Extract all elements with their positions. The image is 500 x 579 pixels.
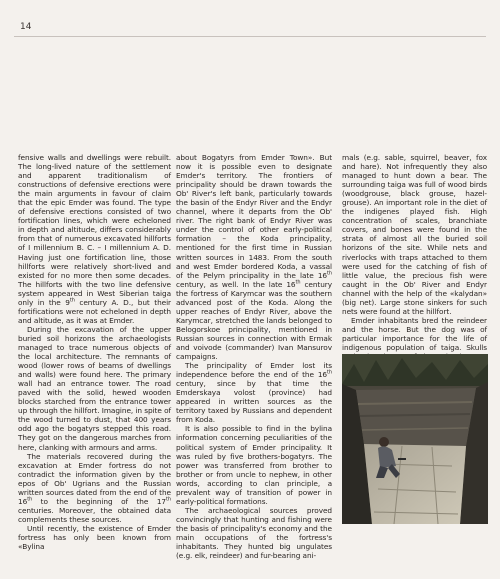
header-rule [14,36,486,37]
text-column-middle [176,153,332,560]
page-number: 14 [20,22,32,32]
paragraph: It is also possible to find in the bylina information concerning peculiarities of the political system of Emder principality. It was ruled by five brothers-bogatyrs. The power was transferred from brother to brother or from uncle to nephew, in other words, according to clan principle, a prevalent way of transition of power in early-political formations. [176,424,332,506]
paragraph: Until recently, the existence of Emder fortress has only been known from «Bylina [18,523,171,552]
paragraph: Emder inhabitants bred the reindeer and the horse. But the dog was of particular importance for the life of indigenous population of taiga. Skulls [342,315,487,352]
paragraph: The archaeological sources proved convincingly that hunting and fishing were the basis of principality's economy and the main occupations of the fortress's inhabitants. They hunted big ungulates (e.g. elk, reindeer) and fur-bearing ani- [176,505,332,561]
excavation-photo-image [342,354,488,524]
text-column-right [342,153,487,388]
paragraph: The principality of Emder lost its independence before the end of the 16th century, since by that time the Emderskaya volost (province) had appeared in written sources as the territory taxed by Russians and dependent from Koda. [176,361,332,425]
paragraph: about Bogatyrs from Emder Town». But now it is possible even to designate Emder's territory. The frontiers of principality should be drawn towards the Ob' River's left bank, particularly towards the basin of the Endyr River and the Endyr channel, where it departs from the Ob' river. The right bank of Endyr River was under the control of other early-political formation – the Koda principality, mentioned for the first time in Russian written sources in 1483. From the south and west Emder bordered Koda, a vassal of the Pelym principality in the late 16th century, as well. In the late 16th century the fortress of Karymcar was the southern advanced post of the Koda. Along the upper reaches of Endyr River, above the Karymcar, stretched the lands belonged to Belogorskoe principality, mentioned in Russian sources in connection with Ermak and voivode (commander) Ivan Mansurov campaigns. [176,153,333,362]
excavation-photo [342,354,488,524]
paragraph: During the excavation of the upper buried soil horizons the archaeologists managed to trace numerous objects of the local architecture. The remnants of wood (lower rows of beams of dwellings and walls) were found here. The primary wall had an entrance tower. The road paved with the solid, hewed wooden blocks starched from the entrance tower up through the hillfort. Imagine, in spite of the wood turned to dust, that 400 years odd ago the bogatyrs stepped this road. They got on the dangerous marches from here, clanking with armours and arms. [18,324,171,452]
paragraph: The materials recovered during the excavation at Emder fortress do not contradict the information given by the epos of Ob' Ugrians and the Russian written sources dated from the end of the 16th to the beginning of the 17th centuries. Moreover, the obtained data complements these sources. [18,451,171,524]
text-column-left [18,153,171,551]
paragraph: mals (e.g. sable, squirrel, beaver, fox and hare). Not infrequently they also managed to hunt down a bear. The surrounding taiga was full of wood birds (woodgrouse, black grouse, hazel-grouse). An important role in the diet of the indigenes played fish. High concentration of scales, branchiate covers, and bones were found in the strata of almost all the buried soil horizons of the site. While nets and riverlocks with traps attached to them were used for the catching of fish of little value, the precious fish were caught in the Ob' River and Endyr channel with the help of the «kalydan» (big net). Large stone sinkers for such nets were found at the hillfort. [342,153,487,316]
paragraph: fensive walls and dwellings were rebuilt. The long-lived nature of the settlement and apparent traditionalism of constructions of defensive erections were the main arguments in favour of claim that the epic Emder was found. The type of defensive erections consisted of two fortification lines, which were echeloned in depth and altitude, differs considerably from that of numerous excavated hillforts of I millennium B. C. – I millennium A. D. Having just one fortification line, those hillforts were relatively short-lived and existed for no more then some decades. The hillforts with the two line defensive system appeared in West Siberian taiga only in the 9th century A. D., but their fortifications were not echeloned in depth and altitude, as it was at Emder. [18,153,171,325]
